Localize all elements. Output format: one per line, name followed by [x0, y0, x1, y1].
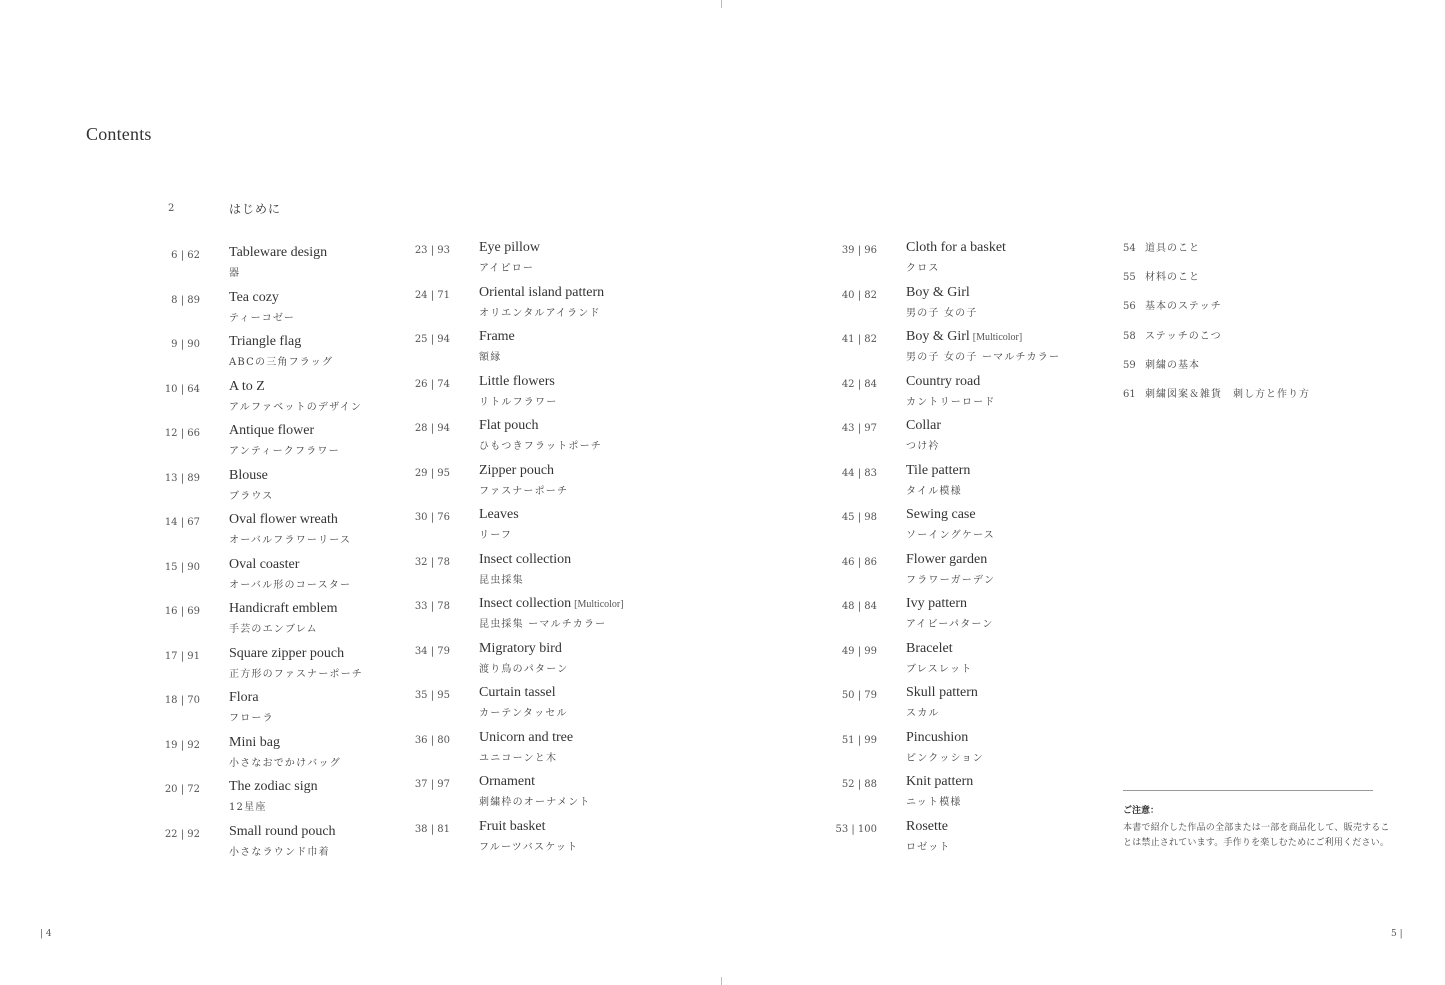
entry-english-title [479, 374, 555, 390]
entry-japanese-title: 刺繍枠のオーナメント [479, 797, 591, 808]
basics-label: 刺繍の基本 [1145, 359, 1200, 371]
entry-page-numbers: 23 | 93 [414, 245, 450, 256]
entry-english-title [229, 824, 336, 840]
entry-english-text: Oriental island pattern [479, 284, 605, 300]
entry-english-title [479, 730, 573, 746]
entry-page-numbers: 33 | 78 [414, 601, 450, 612]
entry-japanese-title: ブレスレット [906, 663, 973, 675]
entry-japanese-title: ユニコーンと木 [479, 752, 558, 764]
entry-english-title [229, 245, 327, 261]
entry-english-title [479, 418, 539, 434]
entry-japanese-title: ティーコゼー [229, 312, 295, 324]
entry-english-title [906, 819, 948, 835]
basics-page-number: 54 [1123, 243, 1136, 254]
entry-page-numbers: 25 | 94 [414, 334, 450, 345]
entry-english-text: Flower garden [906, 551, 988, 567]
basics-entry [1123, 297, 1222, 312]
entry-page-numbers: 36 | 80 [414, 734, 450, 746]
entry-page-numbers: 51 | 99 [841, 734, 877, 746]
entry-page-numbers: 53 | 100 [835, 823, 877, 835]
entry-variant-label: [Multicolor] [972, 332, 1023, 343]
entry-page-numbers: 37 | 97 [414, 779, 450, 790]
entry-japanese-title: 小さなおでかけバッグ [229, 757, 341, 769]
entry-english-title [479, 552, 571, 568]
entry-english-title [906, 730, 968, 746]
entry-page-numbers: 13 | 89 [164, 472, 200, 484]
entry-english-title [229, 512, 338, 528]
note-divider [1123, 790, 1373, 791]
entry-japanese-title: ロゼット [906, 841, 951, 853]
entry-english-title [906, 374, 980, 390]
entry-english-text: Oval coaster [229, 556, 300, 572]
entry-page-numbers: 29 | 95 [414, 467, 450, 479]
entry-japanese-title: 手芸のエンブレム [229, 624, 318, 635]
entry-english-text: Blouse [229, 467, 268, 483]
entry-page-numbers: 48 | 84 [841, 601, 877, 612]
entry-english-title [479, 285, 604, 301]
entry-english-title [479, 507, 519, 523]
entry-japanese-title: フラワーガーデン [906, 574, 996, 586]
entry-page-numbers: 52 | 88 [841, 779, 877, 790]
entry-page-numbers: 46 | 86 [841, 556, 877, 568]
entry-english-title [229, 423, 314, 439]
entry-japanese-title: オーバル形のコースター [229, 579, 352, 591]
page-title: Contents [86, 124, 152, 144]
entry-english-title [229, 646, 344, 662]
entry-japanese-title: ピンクッション [906, 752, 984, 764]
basics-label: ステッチのこつ [1145, 330, 1222, 342]
entry-english-text: Mini bag [229, 734, 280, 750]
entry-english-text: Boy & Girl [906, 329, 970, 344]
entry-page-numbers: 9 | 90 [171, 339, 200, 350]
entry-page-numbers: 18 | 70 [164, 695, 200, 706]
folio-right: 5 | [1391, 929, 1403, 939]
entry-japanese-title: リーフ [479, 530, 513, 541]
entry-english-text: Knit pattern [906, 774, 974, 789]
entry-english-title [229, 779, 318, 795]
entry-japanese-title: オーバルフラワーリース [229, 535, 352, 546]
entry-page-numbers: 34 | 79 [414, 645, 450, 657]
entry-japanese-title: ニット模様 [906, 797, 962, 808]
entry-english-text: Frame [479, 329, 515, 344]
entry-japanese-title: 昆虫採集 ーマルチカラー [479, 619, 607, 630]
entry-english-text: Curtain tassel [479, 685, 556, 700]
entry-english-title [479, 641, 562, 657]
entry-page-numbers: 6 | 62 [171, 250, 200, 261]
entry-page-numbers: 44 | 83 [841, 467, 877, 479]
entry-english-text: Zipper pouch [479, 462, 555, 478]
entry-page-numbers: 49 | 99 [841, 645, 877, 657]
entry-page-numbers: 12 | 66 [164, 428, 200, 439]
entry-japanese-title: フローラ [229, 713, 274, 724]
entry-page-numbers: 16 | 69 [164, 606, 200, 617]
entry-page-numbers: 24 | 71 [414, 289, 450, 301]
entry-english-text: Insect collection [479, 551, 572, 567]
entry-english-title [906, 552, 987, 568]
entry-english-title [906, 285, 970, 301]
entry-page-numbers: 39 | 96 [841, 245, 877, 256]
entry-page-numbers: 28 | 94 [414, 423, 450, 434]
note-title: ご注意： [1123, 806, 1160, 816]
entry-japanese-title: リトルフラワー [479, 396, 558, 408]
entry-english-text: Collar [906, 418, 941, 433]
entry-english-text: Leaves [479, 507, 519, 522]
entry-english-text: Sewing case [906, 507, 976, 522]
entry-page-numbers: 45 | 98 [841, 512, 877, 523]
entry-english-text: Ivy pattern [906, 596, 968, 611]
entry-japanese-title: 正方形のファスナーポーチ [229, 668, 363, 680]
entry-english-text: Oval flower wreath [229, 512, 338, 527]
entry-english-text: Country road [906, 373, 981, 389]
entry-english-text: Eye pillow [479, 240, 541, 255]
basics-entry [1123, 385, 1310, 400]
entry-japanese-title: アイピロー [479, 263, 535, 274]
entry-page-numbers: 26 | 74 [414, 378, 450, 390]
entry-variant-label: [Multicolor] [574, 599, 624, 610]
entry-english-text: Cloth for a basket [906, 240, 1006, 255]
entry-english-title [229, 468, 268, 484]
entry-japanese-title: カントリーロード [906, 396, 996, 408]
entry-japanese-title: アイビーパターン [906, 619, 994, 630]
entry-english-text: Triangle flag [229, 334, 302, 349]
entry-japanese-title: ひもつきフラットポーチ [479, 441, 602, 452]
gutter-tick-bottom [721, 977, 722, 985]
entry-page-numbers: 20 | 72 [164, 784, 200, 795]
entry-page-numbers: 43 | 97 [841, 423, 877, 434]
entry-english-text: Unicorn and tree [479, 729, 574, 745]
entry-english-text: Tile pattern [906, 462, 971, 478]
entry-english-text: Flat pouch [479, 418, 539, 433]
entry-english-title [479, 596, 624, 612]
entry-english-text: Bracelet [906, 640, 953, 656]
entry-page-numbers: 40 | 82 [841, 289, 877, 301]
entry-english-title [479, 819, 546, 835]
entry-english-text: Boy & Girl [906, 284, 970, 300]
entry-english-title [906, 774, 973, 790]
entry-english-title [479, 685, 556, 701]
entry-page-numbers: 38 | 81 [414, 823, 450, 835]
entry-english-text: Ornament [479, 774, 535, 789]
entry-english-title [906, 596, 967, 612]
entry-english-title [479, 240, 540, 256]
entry-english-title [906, 240, 1006, 256]
entry-english-title [229, 690, 259, 706]
entry-japanese-title: つけ衿 [906, 441, 940, 452]
entry-japanese-title: 昆虫採集 [479, 574, 524, 586]
entry-japanese-title: ソーイングケース [906, 530, 995, 541]
entry-japanese-title: 渡り鳥のパターン [479, 663, 569, 675]
entry-english-text: Antique flower [229, 423, 315, 438]
entry-japanese-title: アンティークフラワー [229, 446, 340, 457]
basics-page-number: 58 [1123, 330, 1136, 342]
entry-english-title [479, 774, 535, 790]
entry-english-title [479, 329, 515, 345]
entry-japanese-title: 男の子 女の子 ーマルチカラー [906, 352, 1061, 363]
entry-page-numbers: 35 | 95 [414, 690, 450, 701]
entry-japanese-title: フルーツバスケット [479, 841, 579, 853]
entry-page-numbers: 32 | 78 [414, 556, 450, 568]
entry-japanese-title: カーテンタッセル [479, 708, 568, 719]
entry-english-title [479, 463, 554, 479]
entry-japanese-title: 小さなラウンド巾着 [229, 846, 330, 858]
folio-left: | 4 [40, 929, 52, 939]
entry-page-numbers: 30 | 76 [414, 512, 450, 523]
entry-page-numbers: 15 | 90 [164, 561, 200, 573]
entry-japanese-title: 額縁 [479, 352, 502, 363]
entry-english-text: Rosette [906, 818, 948, 834]
entry-japanese-title: タイル模様 [906, 485, 962, 497]
entry-english-text: Insect collection [479, 596, 572, 611]
entry-english-title [229, 601, 337, 617]
entry-english-text: Square zipper pouch [229, 645, 345, 661]
basics-entry [1123, 239, 1200, 254]
entry-page-numbers: 10 | 64 [164, 383, 200, 395]
entry-english-text: The zodiac sign [229, 779, 318, 794]
entry-english-text: Skull pattern [906, 685, 978, 700]
entry-english-title [229, 557, 299, 573]
entry-japanese-title: ファスナーポーチ [479, 485, 569, 497]
entry-english-text: Tea cozy [229, 289, 279, 305]
basics-entry [1123, 327, 1222, 342]
entry-japanese-title: 男の子 女の子 [906, 307, 978, 319]
entry-english-title [906, 463, 970, 479]
entry-japanese-title: 12星座 [229, 802, 267, 813]
entry-english-title [229, 290, 279, 306]
basics-label: 道具のこと [1145, 243, 1200, 254]
entry-japanese-title: ABCの三角フラッグ [229, 357, 334, 368]
entry-english-title [906, 418, 941, 434]
intro-label: はじめに [229, 202, 282, 216]
entry-japanese-title: アルファベットのデザイン [229, 401, 363, 413]
entry-english-text: Handicraft emblem [229, 601, 338, 616]
basics-label: 基本のステッチ [1145, 301, 1222, 313]
entry-english-text: Pincushion [906, 729, 969, 745]
entry-english-text: Flora [229, 690, 259, 705]
basics-entry [1123, 356, 1200, 371]
entry-page-numbers: 50 | 79 [841, 690, 877, 701]
entry-english-title [906, 507, 976, 523]
note-body: 本書で紹介した作品の全部または一部を商品化して、販売することは禁止されています。手作りを楽しむためにご利用ください。 [1123, 823, 1390, 848]
entry-japanese-title: 器 [229, 268, 241, 279]
entry-japanese-title: クロス [906, 263, 940, 274]
entry-english-title [229, 379, 265, 395]
entry-japanese-title: スカル [906, 708, 940, 719]
entry-english-title [229, 334, 301, 350]
entry-english-title [906, 329, 1022, 345]
entry-page-numbers: 42 | 84 [841, 378, 877, 390]
entry-english-text: Tableware design [229, 245, 328, 260]
basics-page-number: 55 [1123, 272, 1136, 284]
entry-japanese-title: オリエンタルアイランド [479, 307, 601, 319]
entry-page-numbers: 8 | 89 [171, 294, 200, 306]
entry-english-text: Fruit basket [479, 818, 546, 834]
entry-english-text: Little flowers [479, 373, 555, 389]
basics-page-number: 56 [1123, 301, 1136, 313]
entry-english-title [906, 641, 953, 657]
entry-english-title [229, 735, 280, 751]
entry-page-numbers: 19 | 92 [164, 739, 200, 751]
entry-english-text: Small round pouch [229, 823, 336, 839]
entry-page-numbers: 22 | 92 [164, 828, 200, 840]
basics-label: 材料のこと [1145, 272, 1200, 284]
entry-page-numbers: 41 | 82 [841, 334, 877, 345]
basics-page-number: 61 [1123, 389, 1136, 400]
gutter-tick-top [721, 0, 722, 8]
basics-label: 刺繍図案＆雑貨 刺し方と作り方 [1145, 389, 1310, 400]
basics-page-number: 59 [1123, 359, 1136, 371]
entry-english-text: Migratory bird [479, 640, 562, 656]
intro-page-number: 2 [168, 203, 175, 214]
entry-page-numbers: 17 | 91 [164, 650, 200, 662]
entry-page-numbers: 14 | 67 [164, 517, 200, 528]
entry-japanese-title: ブラウス [229, 490, 274, 502]
entry-english-text: A to Z [229, 378, 265, 394]
entry-english-title [906, 685, 978, 701]
basics-entry [1123, 268, 1200, 283]
